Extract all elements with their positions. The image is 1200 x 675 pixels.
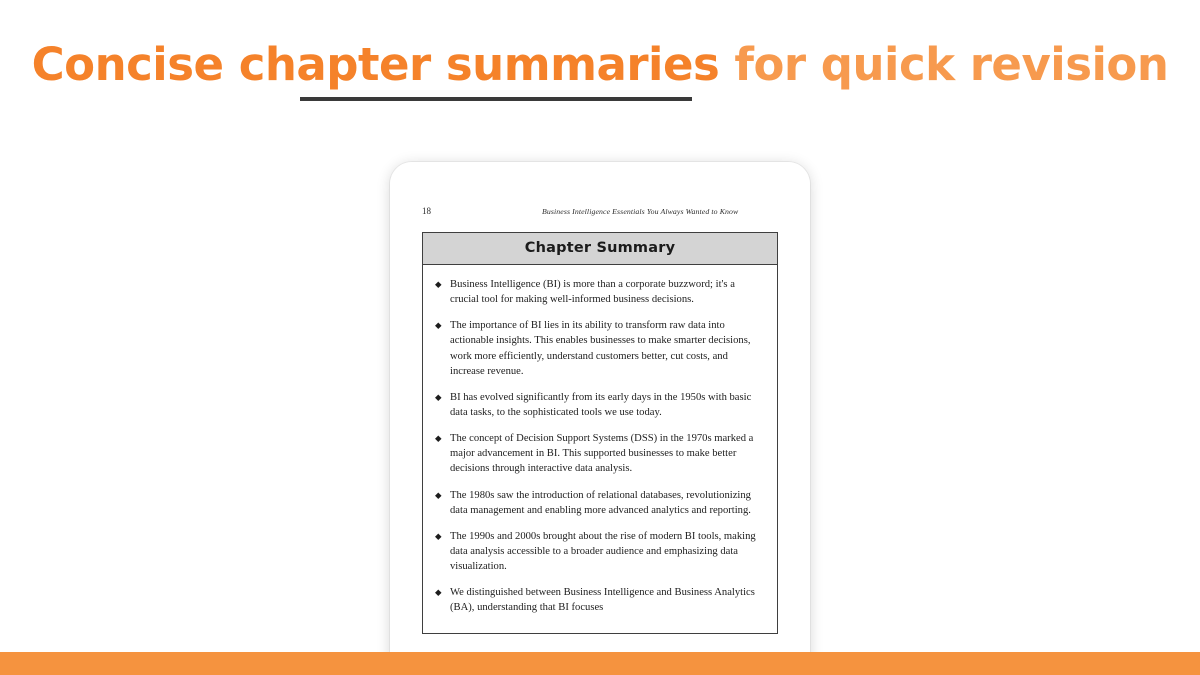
list-item-text: We distinguished between Business Intelligence and Business Analytics (BA), understanding that BI focuses (450, 587, 755, 614)
diamond-bullet-icon: ◆ (435, 391, 442, 402)
page-title (32, 38, 1169, 91)
slide-headline-container (0, 38, 1200, 91)
diamond-bullet-icon: ◆ (435, 587, 442, 598)
list-item-text: The 1980s saw the introduction of relational databases, revolutionizing data management and enabling more advanced analytics and reporting. (450, 489, 751, 516)
list-item (435, 529, 761, 574)
list-item (435, 431, 761, 476)
list-item (435, 488, 761, 518)
list-item (435, 277, 761, 307)
headline-underline (300, 97, 692, 101)
book-title-running-head: Business Intelligence Essentials You Always Wanted to Know (542, 207, 739, 216)
tablet-device-mockup (390, 162, 810, 675)
diamond-bullet-icon: ◆ (435, 320, 442, 331)
bottom-accent-band (0, 652, 1200, 675)
headline-emphasis: Concise chapter summaries (31, 38, 720, 91)
page-running-head (422, 206, 778, 216)
diamond-bullet-icon: ◆ (435, 279, 442, 289)
list-item-text: The importance of BI lies in its ability to transform raw data into actionable insights. This enables businesses to make smarter decisions, work more efficiently, understand customers better, cut costs, and increase revenue. (450, 320, 751, 377)
list-item (435, 318, 761, 379)
list-item-text: Business Intelligence (BI) is more than a corporate buzzword; it's a crucial tool for making well-informed business decisions. (450, 279, 735, 306)
list-item (435, 585, 761, 615)
list-item (435, 390, 761, 420)
diamond-bullet-icon: ◆ (435, 530, 442, 541)
chapter-summary-title: Chapter Summary (423, 233, 777, 265)
list-item-text: The 1990s and 2000s brought about the rise of modern BI tools, making data analysis accessible to a broader audience and emphasizing data visualization. (450, 530, 756, 573)
list-item-text: BI has evolved significantly from its early days in the 1950s with basic data tasks, to the sophisticated tools we use today. (450, 391, 752, 418)
book-page (390, 162, 810, 675)
diamond-bullet-icon: ◆ (435, 433, 442, 444)
list-item-text: The concept of Decision Support Systems (DSS) in the 1970s marked a major advancement in BI. This supported businesses to make better decisions through interactive data analysis. (450, 433, 754, 475)
diamond-bullet-icon: ◆ (435, 489, 442, 500)
headline-rest: for quick revision (719, 38, 1169, 91)
chapter-summary-list (423, 265, 777, 633)
chapter-summary-box (422, 232, 778, 634)
page-number: 18 (422, 206, 431, 216)
